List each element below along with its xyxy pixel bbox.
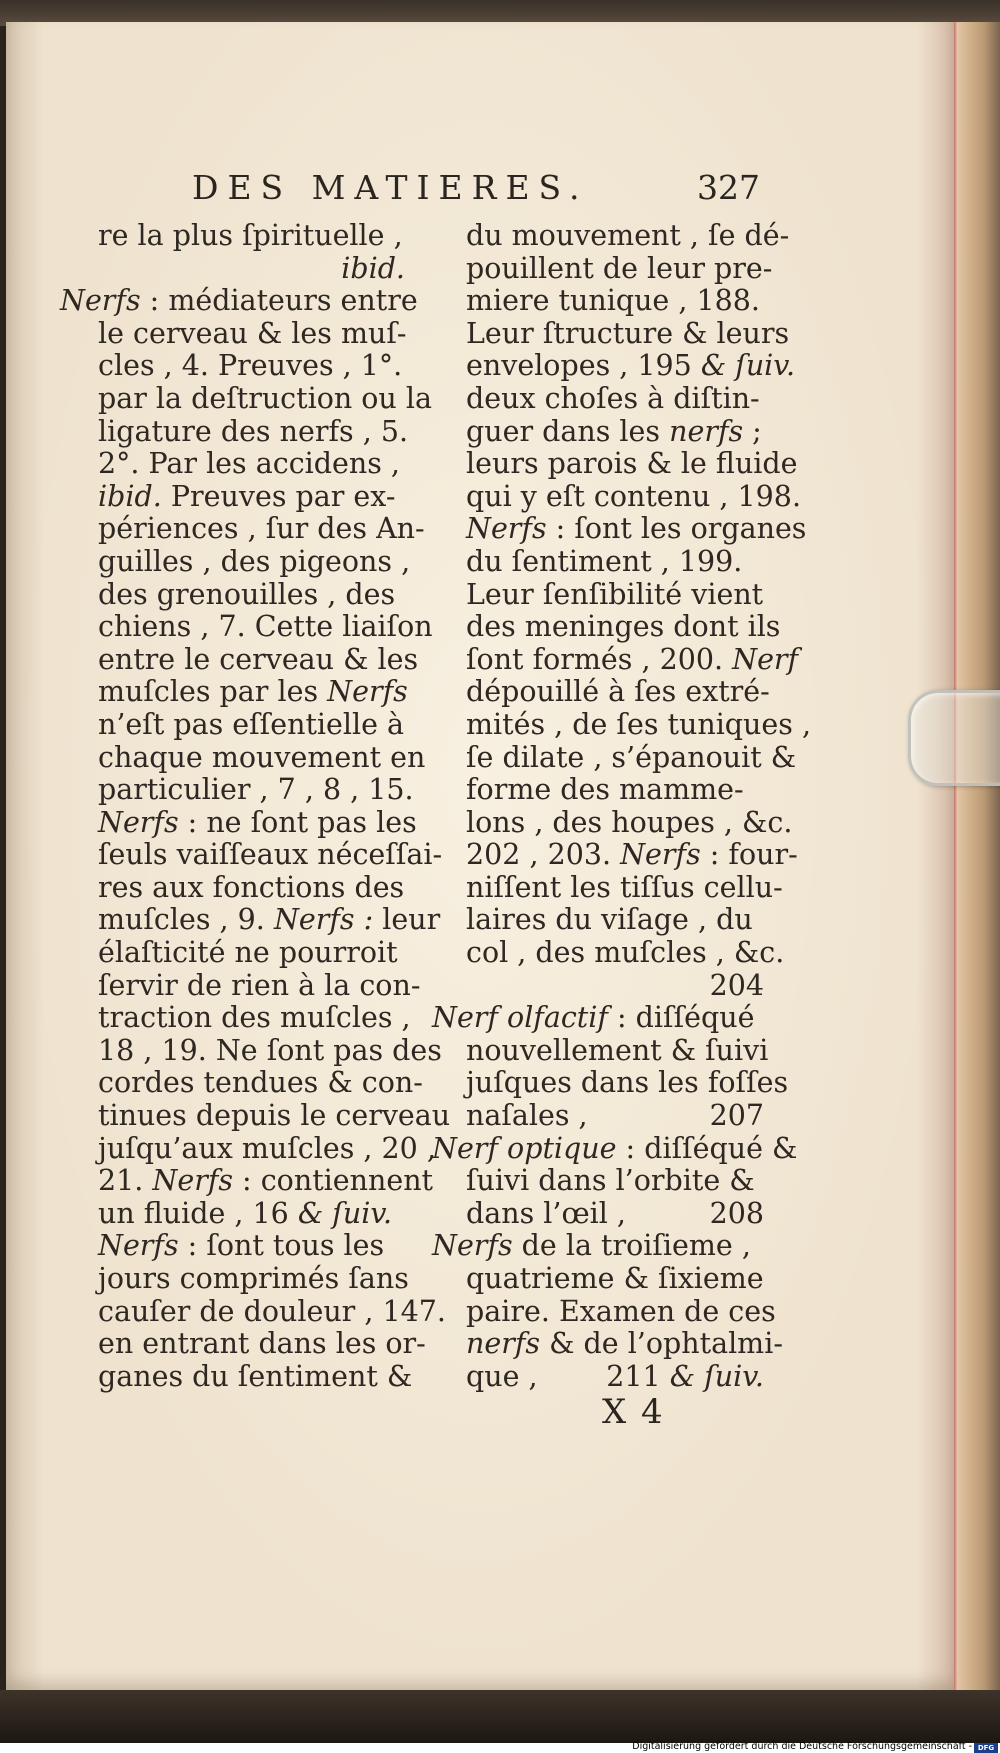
- italic-text: Nerfs: [327, 675, 408, 709]
- text-run: élaſticité ne pourroit: [98, 936, 398, 970]
- index-line: [432, 1327, 783, 1361]
- index-line: [432, 512, 807, 546]
- italic-text: Nerfs: [152, 1164, 233, 1198]
- index-line: [432, 805, 793, 840]
- index-line: [432, 1361, 764, 1394]
- index-line: [432, 642, 799, 677]
- index-line: [60, 968, 421, 1003]
- text-run: qui y eſt contenu , 198.: [466, 479, 802, 513]
- text-run: par la deſtruction ou la: [98, 381, 432, 415]
- index-line: [60, 544, 411, 579]
- text-run: : ſont les organes: [546, 512, 807, 546]
- text-run: ſont formés , 200.: [466, 642, 733, 676]
- index-line: [432, 546, 764, 579]
- italic-text: Nerfs: [98, 1229, 179, 1263]
- index-line: [432, 1165, 764, 1198]
- index-line: [60, 1230, 405, 1263]
- text-run: Leur ſtructure & leurs: [466, 316, 790, 350]
- index-line: [432, 970, 764, 1003]
- text-run: ligature des nerfs , 5.: [98, 414, 409, 448]
- text-run: guer dans les: [466, 414, 670, 448]
- index-column-left: [60, 219, 451, 1393]
- text-run: 21.: [98, 1164, 153, 1198]
- index-line-text: [466, 1198, 626, 1231]
- index-line: [432, 1002, 764, 1035]
- index-line: [60, 448, 405, 481]
- index-line: [432, 774, 764, 807]
- dfg-logo: DFG: [974, 1743, 998, 1753]
- index-line: [60, 1131, 436, 1166]
- text-run: : contiennent: [233, 1164, 434, 1198]
- italic-text: Nerf olfactif: [432, 1001, 608, 1035]
- index-line: [432, 740, 797, 775]
- italic-text: ibid.: [98, 479, 162, 513]
- index-line: [60, 773, 414, 807]
- italic-text: Nerfs: [98, 805, 179, 839]
- index-line: [432, 904, 764, 937]
- index-line: [60, 253, 405, 286]
- text-run: 18 , 19. Ne ſont pas des: [98, 1033, 442, 1067]
- index-line: [60, 284, 418, 318]
- index-line: [432, 316, 790, 351]
- index-line: [60, 642, 419, 677]
- text-run: ſe dilate , s’épanouit &: [466, 740, 797, 774]
- text-run: entre le cerveau & les: [98, 642, 419, 676]
- text-run: dans l’œil ,: [466, 1196, 626, 1230]
- text-run: juſques dans les foſſes: [466, 1066, 789, 1100]
- index-line: [432, 479, 802, 514]
- text-run: guilles , des pigeons ,: [98, 544, 411, 578]
- text-run: : médiateurs entre: [140, 284, 418, 318]
- text-run: : diſſéqué &: [616, 1131, 798, 1165]
- text-run: ;: [743, 414, 762, 448]
- index-line: [432, 579, 764, 612]
- text-run: leur: [373, 903, 441, 937]
- index-page-ref: 207: [709, 1099, 764, 1133]
- text-run: muſcles , 9.: [98, 903, 274, 937]
- text-run: res aux fonctions des: [98, 870, 405, 904]
- text-run: : diſſéqué: [607, 1001, 755, 1035]
- index-line: [432, 416, 764, 449]
- text-run: tinues depuis le cerveau: [98, 1099, 451, 1133]
- scan-background-bottom: [0, 1690, 1000, 1743]
- text-run: nouvellement & ſuivi: [466, 1033, 769, 1067]
- text-run: ſervir de rien à la con-: [98, 968, 421, 1002]
- text-run: cordes tendues & con-: [98, 1066, 423, 1100]
- index-line: [432, 1066, 789, 1100]
- italic-text: Nerf: [732, 642, 799, 676]
- index-line-text: [466, 1361, 538, 1394]
- index-line: [60, 709, 405, 742]
- index-page-ref: 208: [709, 1196, 764, 1230]
- index-line: [432, 349, 796, 383]
- text-run: lons , des houpes , &c.: [466, 805, 793, 839]
- text-run: des meninges dont ils: [466, 610, 781, 644]
- index-line: [60, 675, 408, 709]
- running-header: [192, 166, 772, 210]
- text-run: naſales ,: [466, 1099, 588, 1133]
- index-line: [432, 1294, 776, 1329]
- index-line: [60, 872, 405, 905]
- text-run: Leur ſenſibilité vient: [466, 577, 764, 611]
- italic-text: Nerfs: [432, 1229, 513, 1263]
- index-line: [60, 1066, 423, 1100]
- italic-text: Nerfs :: [273, 903, 374, 937]
- text-run: mités , de ſes tuniques ,: [466, 707, 812, 741]
- text-run: en entrant dans les or-: [98, 1327, 426, 1361]
- text-run: particulier , 7 , 8 , 15.: [98, 773, 414, 807]
- text-run: : ne ſont pas les: [178, 805, 417, 839]
- index-line: [60, 481, 405, 514]
- text-run: 2°. Par les accidens ,: [98, 447, 400, 481]
- text-run: des grenouilles , des: [98, 577, 396, 611]
- text-run: : four-: [700, 838, 798, 872]
- index-line: [60, 318, 405, 351]
- index-line: [432, 870, 783, 905]
- text-run: le cerveau & les muſ-: [98, 316, 407, 350]
- index-line: [60, 350, 405, 383]
- index-line: [432, 838, 798, 872]
- index-line: [60, 1164, 434, 1198]
- page-clip: [908, 690, 1000, 786]
- text-run: de la troiſieme ,: [512, 1229, 751, 1263]
- index-line-text: [466, 1100, 588, 1133]
- text-run: leurs parois & le fluide: [466, 447, 798, 481]
- text-run: jours comprimés ſans: [98, 1262, 409, 1295]
- text-run: re la plus ſpirituelle ,: [98, 219, 403, 252]
- index-line: [432, 675, 770, 709]
- index-line: [60, 903, 441, 937]
- index-line: [60, 1001, 411, 1035]
- digitization-credit-bar: [0, 1743, 1000, 1753]
- index-line: [60, 1294, 446, 1329]
- text-run: 202 , 203.: [466, 838, 621, 872]
- index-line: [60, 579, 405, 612]
- text-run: juſqu’aux muſcles , 20 ,: [98, 1131, 436, 1165]
- text-run: forme des mamme-: [466, 773, 744, 807]
- text-run: deux choſes à diſtin-: [466, 381, 760, 415]
- index-line: [60, 1327, 426, 1361]
- index-line: [432, 1263, 764, 1296]
- text-run: n’eſt pas eſſentielle à: [98, 707, 405, 741]
- text-run: Preuves par ex-: [161, 479, 396, 513]
- index-line: [432, 1131, 798, 1166]
- text-run: laires du viſage , du: [466, 903, 753, 937]
- index-line: [60, 740, 426, 775]
- text-run: paire. Examen de ces: [466, 1294, 776, 1328]
- index-line: [432, 383, 764, 416]
- text-run: niſſent les tiſſus cellu-: [466, 870, 783, 904]
- text-run: ſuivi dans l’orbite &: [466, 1164, 755, 1198]
- index-line: [432, 610, 781, 644]
- index-line: [60, 1033, 442, 1068]
- text-run: que ,: [466, 1359, 538, 1393]
- book-edge: [948, 22, 1000, 1712]
- index-line: [60, 1198, 405, 1231]
- index-line: [432, 936, 785, 970]
- index-line: [432, 285, 764, 318]
- index-line: [60, 937, 405, 970]
- text-run: ganes du ſentiment &: [98, 1359, 413, 1393]
- text-run: traction des muſcles ,: [98, 1001, 411, 1035]
- index-line: [60, 838, 443, 872]
- italic-text: ibid.: [341, 251, 405, 285]
- page-number: 327: [697, 168, 760, 207]
- italic-text: Nerfs: [620, 838, 701, 872]
- index-line: [60, 220, 405, 253]
- text-run: pouillent de leur pre-: [466, 251, 773, 285]
- index-line: [60, 1099, 451, 1133]
- index-line: [60, 1359, 413, 1394]
- text-run: périences , ſur des An-: [98, 512, 425, 546]
- italic-text: Nerfs: [466, 512, 547, 546]
- index-line: [60, 805, 417, 840]
- index-line: [60, 512, 425, 546]
- text-run: ſeuls vaiſſeaux néceſſai-: [98, 838, 443, 872]
- index-line: [432, 447, 798, 481]
- text-run: : ſont tous les: [178, 1229, 385, 1263]
- text-run: du mouvement , ſe dé-: [466, 219, 790, 252]
- text-run: du ſentiment , 199.: [466, 544, 743, 578]
- italic-text: nerfs: [669, 414, 744, 448]
- index-line: [432, 1033, 769, 1068]
- text-run: chaque mouvement en: [98, 740, 426, 774]
- index-line: [432, 1230, 764, 1263]
- text-run: cles , 4. Preuves , 1°.: [98, 349, 403, 383]
- text-run: muſcles par les: [98, 675, 328, 709]
- text-run: envelopes , 195: [466, 349, 701, 383]
- index-line: [60, 610, 433, 644]
- index-line: [60, 381, 432, 416]
- index-line: [60, 414, 409, 449]
- index-line: [432, 707, 812, 742]
- italic-text: & ſuiv.: [669, 1359, 764, 1393]
- index-line: [432, 1198, 764, 1231]
- index-line: [60, 1262, 409, 1296]
- text-run: miere tunique , 188.: [466, 284, 760, 318]
- index-line: [432, 251, 773, 286]
- text-run: 204: [709, 968, 764, 1002]
- index-line: [432, 219, 790, 253]
- text-run: un fluide , 16: [98, 1196, 298, 1230]
- running-title: DES MATIERES.: [192, 168, 589, 207]
- text-run: 211: [606, 1359, 670, 1393]
- italic-text: & ſuiv.: [700, 349, 796, 383]
- text-run: cauſer de douleur , 147.: [98, 1294, 446, 1328]
- digitization-credit-text: Digitalisierung gefördert durch die Deutsche Forschungsgemeinschaft -: [632, 1741, 972, 1752]
- italic-text: Nerf optique: [432, 1131, 617, 1165]
- italic-text: & ſuiv.: [297, 1196, 393, 1230]
- text-run: col , des muſcles , &c.: [466, 936, 785, 970]
- text-run: chiens , 7. Cette liaiſon: [98, 610, 433, 644]
- text-run: & de l’ophtalmi-: [540, 1327, 783, 1361]
- index-line: [432, 1100, 764, 1133]
- index-page-ref: [606, 1361, 764, 1394]
- text-run: dépouillé à ſes extré-: [466, 675, 770, 709]
- italic-text: Nerfs: [60, 284, 141, 318]
- text-run: quatrieme & ſixieme: [466, 1262, 764, 1295]
- index-column-right: [432, 219, 812, 1393]
- italic-text: nerfs: [466, 1327, 541, 1361]
- printer-signature-mark: X 4: [602, 1392, 665, 1432]
